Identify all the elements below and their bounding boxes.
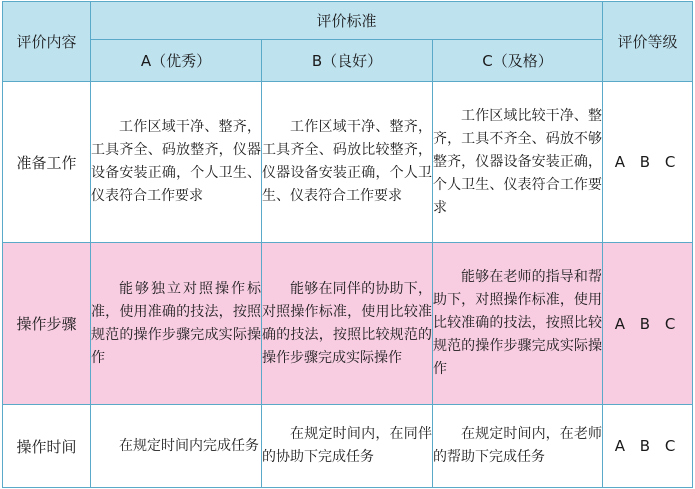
header-grade: 评价等级 xyxy=(603,2,693,82)
table-row xyxy=(3,243,693,405)
cell-steps-c: 能够在老师的指导和帮助下，对照操作标准，使用比较准确的技法，按照比较规范的操作步骤完成实际操作 xyxy=(433,243,603,405)
header-col-c: C（及格） xyxy=(433,40,603,82)
cell-steps-a: 能够独立对照操作标准，使用准确的技法，按照规范的操作步骤完成实际操作 xyxy=(91,243,262,405)
grade-steps: A B C xyxy=(603,243,693,405)
table-row xyxy=(3,82,693,243)
row-label-steps: 操作步骤 xyxy=(3,243,91,405)
header-content: 评价内容 xyxy=(3,2,91,82)
cell-time-b: 在规定时间内，在同伴的协助下完成任务 xyxy=(262,405,433,488)
cell-prep-c: 工作区域比较干净、整齐，工具不齐全、码放不够整齐，仪器设备安装正确，个人卫生、仪表符合工作要求 xyxy=(433,82,603,243)
grade-prep: A B C xyxy=(603,82,693,243)
header-col-a: A（优秀） xyxy=(91,40,262,82)
header-standard: 评价标准 xyxy=(91,2,603,40)
row-label-time: 操作时间 xyxy=(3,405,91,488)
table-row xyxy=(3,405,693,488)
header-col-b: B（良好） xyxy=(262,40,433,82)
cell-steps-b: 能够在同伴的协助下，对照操作标准，使用比较准确的技法，按照比较规范的操作步骤完成实际操作 xyxy=(262,243,433,405)
cell-time-a: 在规定时间内完成任务 xyxy=(91,405,262,488)
cell-prep-a: 工作区域干净、整齐，工具齐全、码放整齐，仪器设备安装正确，个人卫生、仪表符合工作要求 xyxy=(91,82,262,243)
cell-prep-b: 工作区域干净、整齐，工具齐全、码放比较整齐，仪器设备安装正确，个人卫生、仪表符合工作要求 xyxy=(262,82,433,243)
grade-time: A B C xyxy=(603,405,693,488)
row-label-prep: 准备工作 xyxy=(3,82,91,243)
evaluation-table xyxy=(2,1,693,488)
cell-time-c: 在规定时间内，在老师的帮助下完成任务 xyxy=(433,405,603,488)
